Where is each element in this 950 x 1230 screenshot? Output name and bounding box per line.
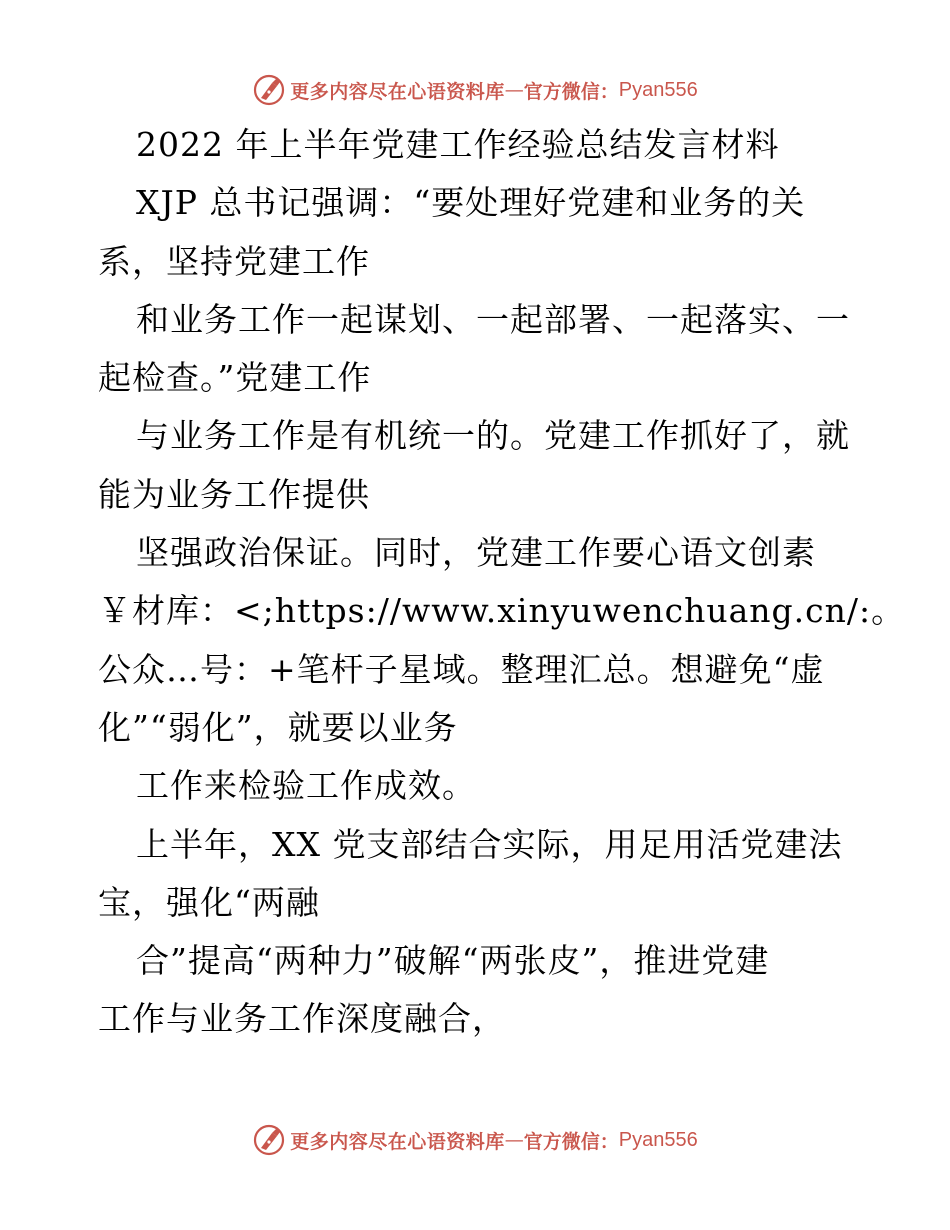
paragraph-line: ￥材库：<;https://www.xinyuwenchuang.cn/:。 xyxy=(98,591,906,631)
paragraph-line: 合”提高“两种力”破解“两张皮”，推进党建 xyxy=(136,941,770,981)
paragraph-line: XJP 总书记强调：“要处理好党建和业务的关 xyxy=(136,183,806,223)
watermark-wechat-label: 官方微信： xyxy=(523,80,619,103)
paragraph-line: 上半年，XX 党支部结合实际，用足用活党建法 xyxy=(136,824,843,864)
paragraph-line: 系，坚持党建工作 xyxy=(98,241,370,281)
paragraph-line: 工作与业务工作深度融合， xyxy=(98,999,506,1039)
paragraph-line: 能为业务工作提供 xyxy=(98,474,370,514)
paragraph-line: 起检查。”党建工作 xyxy=(98,358,372,398)
pen-nib-logo-icon xyxy=(252,1123,286,1157)
watermark-wechat-id: Pyan556 xyxy=(618,1128,698,1151)
header-watermark xyxy=(0,70,950,110)
pen-nib-logo-icon xyxy=(252,73,286,107)
paragraph-line: 公众…号：+笔杆子星域。整理汇总。想避免“虚 xyxy=(98,649,825,689)
watermark-separator: — xyxy=(504,79,524,101)
paragraph-line: 和业务工作一起谋划、一起部署、一起落实、一 xyxy=(136,299,850,339)
footer-watermark xyxy=(0,1120,950,1160)
watermark-wechat-label: 官方微信： xyxy=(523,1130,619,1153)
document-body xyxy=(98,116,906,1049)
paragraph-line: 工作来检验工作成效。 xyxy=(136,766,476,806)
watermark-text: 更多内容尽在心语资料库 xyxy=(290,80,505,103)
watermark-separator: — xyxy=(504,1129,524,1151)
paragraph-line: 坚强政治保证。同时，党建工作要心语文创素 xyxy=(136,533,816,573)
paragraph-line: 宝，强化“两融 xyxy=(98,882,320,922)
watermark-text: 更多内容尽在心语资料库 xyxy=(290,1130,505,1153)
paragraph-line: 与业务工作是有机统一的。党建工作抓好了，就 xyxy=(136,416,850,456)
watermark-wechat-id: Pyan556 xyxy=(618,78,698,101)
paragraph-line: 化”“弱化”，就要以业务 xyxy=(98,707,458,747)
document-title: 2022 年上半年党建工作经验总结发言材料 xyxy=(136,125,780,164)
